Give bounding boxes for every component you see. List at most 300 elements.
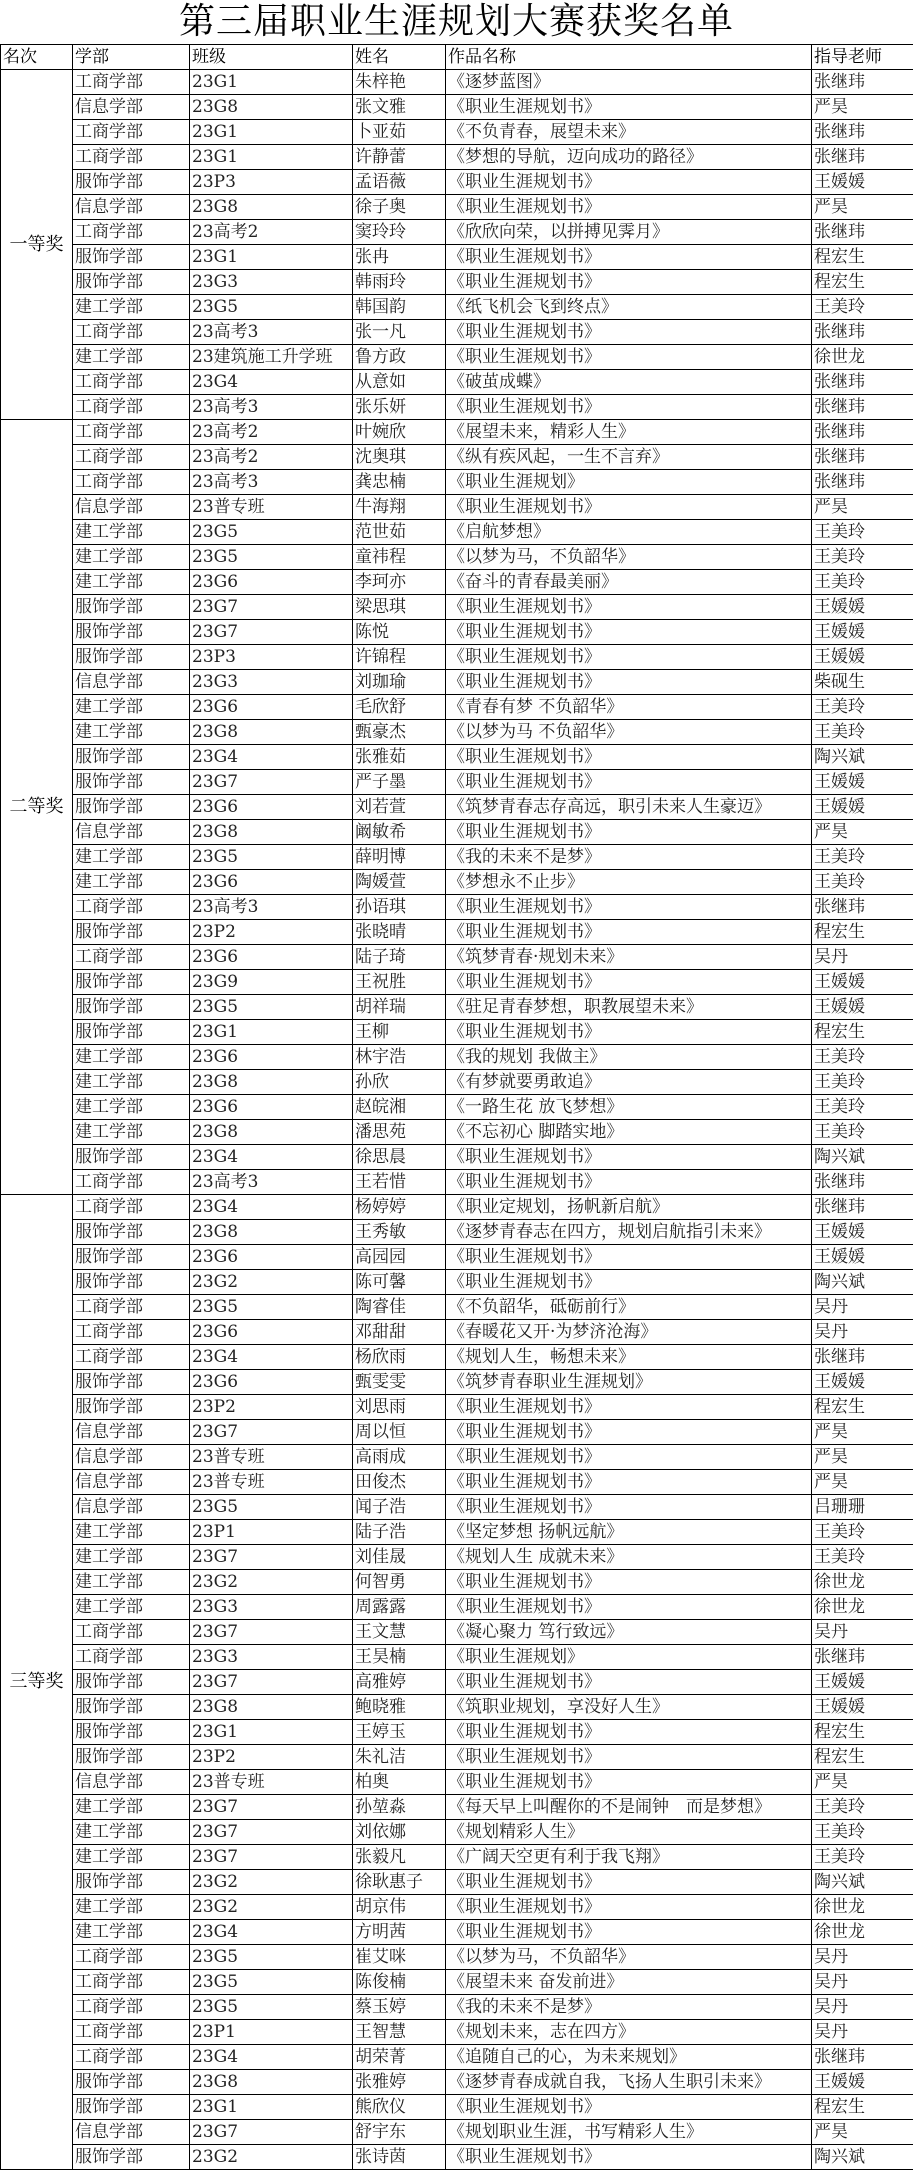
- student-name-cell: 王智慧: [353, 2020, 446, 2045]
- table-row: [1, 1895, 913, 1920]
- class-cell: 23G6: [190, 1370, 353, 1395]
- header-department: 学部: [73, 45, 190, 70]
- advisor-cell: 徐世龙: [812, 345, 913, 370]
- work-title-cell: 《职业生涯规划书》: [446, 1570, 812, 1595]
- work-title-cell: 《职业生涯规划书》: [446, 195, 812, 220]
- table-row: [1, 720, 913, 745]
- advisor-cell: 陶兴斌: [812, 1270, 913, 1295]
- table-row: [1, 295, 913, 320]
- class-cell: 23G2: [190, 1270, 353, 1295]
- class-cell: 23G1: [190, 120, 353, 145]
- work-title-cell: 《驻足青春梦想，职教展望未来》: [446, 995, 812, 1020]
- table-row: [1, 95, 913, 120]
- student-name-cell: 胡荣菁: [353, 2045, 446, 2070]
- table-row: [1, 370, 913, 395]
- work-title-cell: 《职业生涯规划书》: [446, 95, 812, 120]
- class-cell: 23G5: [190, 1945, 353, 1970]
- work-title-cell: 《职业生涯规划书》: [446, 920, 812, 945]
- student-name-cell: 朱梓艳: [353, 70, 446, 95]
- student-name-cell: 张冉: [353, 245, 446, 270]
- department-cell: 建工学部: [73, 1120, 190, 1145]
- advisor-cell: 徐世龙: [812, 1895, 913, 1920]
- class-cell: 23G8: [190, 1695, 353, 1720]
- table-row: [1, 1445, 913, 1470]
- class-cell: 23G6: [190, 1045, 353, 1070]
- advisor-cell: 王美玲: [812, 1070, 913, 1095]
- table-row: [1, 970, 913, 995]
- table-row: [1, 2045, 913, 2070]
- table-row: [1, 1745, 913, 1770]
- table-row: [1, 145, 913, 170]
- student-name-cell: 孙堃淼: [353, 1795, 446, 1820]
- advisor-cell: 严昊: [812, 1470, 913, 1495]
- class-cell: 23高考2: [190, 220, 353, 245]
- work-title-cell: 《梦想永不止步》: [446, 870, 812, 895]
- department-cell: 工商学部: [73, 370, 190, 395]
- class-cell: 23普专班: [190, 495, 353, 520]
- department-cell: 工商学部: [73, 395, 190, 420]
- work-title-cell: 《规划未来，志在四方》: [446, 2020, 812, 2045]
- advisor-cell: 王媛媛: [812, 645, 913, 670]
- header-rank: 名次: [1, 45, 73, 70]
- work-title-cell: 《一路生花 放飞梦想》: [446, 1095, 812, 1120]
- table-row: [1, 1145, 913, 1170]
- student-name-cell: 王秀敏: [353, 1220, 446, 1245]
- advisor-cell: 程宏生: [812, 920, 913, 945]
- department-cell: 服饰学部: [73, 270, 190, 295]
- table-row: [1, 320, 913, 345]
- student-name-cell: 高雅婷: [353, 1670, 446, 1695]
- table-row: [1, 1170, 913, 1195]
- advisor-cell: 王媛媛: [812, 2070, 913, 2095]
- work-title-cell: 《职业生涯规划书》: [446, 1170, 812, 1195]
- work-title-cell: 《职业生涯规划书》: [446, 1470, 812, 1495]
- work-title-cell: 《职业生涯规划书》: [446, 1595, 812, 1620]
- student-name-cell: 张毅凡: [353, 1845, 446, 1870]
- student-name-cell: 许锦程: [353, 645, 446, 670]
- table-row: [1, 2120, 913, 2145]
- work-title-cell: 《我的规划 我做主》: [446, 1045, 812, 1070]
- class-cell: 23高考3: [190, 395, 353, 420]
- department-cell: 建工学部: [73, 570, 190, 595]
- department-cell: 工商学部: [73, 945, 190, 970]
- student-name-cell: 王昊楠: [353, 1645, 446, 1670]
- student-name-cell: 陈悦: [353, 620, 446, 645]
- work-title-cell: 《筑梦青春职业生涯规划》: [446, 1370, 812, 1395]
- table-row: [1, 1595, 913, 1620]
- department-cell: 建工学部: [73, 720, 190, 745]
- work-title-cell: 《职业生涯规划书》: [446, 1420, 812, 1445]
- class-cell: 23G4: [190, 1145, 353, 1170]
- table-row: [1, 920, 913, 945]
- advisor-cell: 王美玲: [812, 720, 913, 745]
- student-name-cell: 高园园: [353, 1245, 446, 1270]
- advisor-cell: 王美玲: [812, 1120, 913, 1145]
- department-cell: 服饰学部: [73, 770, 190, 795]
- advisor-cell: 陶兴斌: [812, 1870, 913, 1895]
- department-cell: 工商学部: [73, 1995, 190, 2020]
- student-name-cell: 龚忠楠: [353, 470, 446, 495]
- advisor-cell: 严昊: [812, 1770, 913, 1795]
- advisor-cell: 严昊: [812, 1420, 913, 1445]
- department-cell: 建工学部: [73, 1070, 190, 1095]
- work-title-cell: 《规划人生，畅想未来》: [446, 1345, 812, 1370]
- class-cell: 23P2: [190, 1745, 353, 1770]
- department-cell: 工商学部: [73, 2020, 190, 2045]
- table-row: [1, 270, 913, 295]
- student-name-cell: 许静蕾: [353, 145, 446, 170]
- work-title-cell: 《筑梦青春志存高远，职引未来人生豪迈》: [446, 795, 812, 820]
- department-cell: 建工学部: [73, 520, 190, 545]
- work-title-cell: 《逐梦青春志在四方，规划启航指引未来》: [446, 1220, 812, 1245]
- work-title-cell: 《奋斗的青春最美丽》: [446, 570, 812, 595]
- class-cell: 23G6: [190, 1320, 353, 1345]
- department-cell: 服饰学部: [73, 1270, 190, 1295]
- class-cell: 23高考2: [190, 420, 353, 445]
- student-name-cell: 潘思苑: [353, 1120, 446, 1145]
- student-name-cell: 王祝胜: [353, 970, 446, 995]
- table-row: [1, 820, 913, 845]
- advisor-cell: 徐世龙: [812, 1595, 913, 1620]
- advisor-cell: 张继玮: [812, 1195, 913, 1220]
- work-title-cell: 《职业生涯规划书》: [446, 1770, 812, 1795]
- advisor-cell: 张继玮: [812, 70, 913, 95]
- advisor-cell: 张继玮: [812, 445, 913, 470]
- table-row: [1, 170, 913, 195]
- advisor-cell: 张继玮: [812, 1645, 913, 1670]
- table-row: [1, 1345, 913, 1370]
- student-name-cell: 崔艾咪: [353, 1945, 446, 1970]
- class-cell: 23G4: [190, 1345, 353, 1370]
- table-row: [1, 670, 913, 695]
- department-cell: 服饰学部: [73, 1020, 190, 1045]
- table-row: [1, 1870, 913, 1895]
- class-cell: 23G5: [190, 520, 353, 545]
- advisor-cell: 程宏生: [812, 245, 913, 270]
- table-row: [1, 395, 913, 420]
- class-cell: 23G3: [190, 1595, 353, 1620]
- student-name-cell: 刘若萱: [353, 795, 446, 820]
- work-title-cell: 《职业定规划，扬帆新启航》: [446, 1195, 812, 1220]
- table-row: [1, 495, 913, 520]
- work-title-cell: 《展望未来，精彩人生》: [446, 420, 812, 445]
- advisor-cell: 程宏生: [812, 1745, 913, 1770]
- class-cell: 23G6: [190, 1245, 353, 1270]
- advisor-cell: 严昊: [812, 2120, 913, 2145]
- student-name-cell: 朱礼洁: [353, 1745, 446, 1770]
- department-cell: 服饰学部: [73, 170, 190, 195]
- student-name-cell: 张一凡: [353, 320, 446, 345]
- class-cell: 23G1: [190, 1720, 353, 1745]
- student-name-cell: 叶婉欣: [353, 420, 446, 445]
- table-row: [1, 1495, 913, 1520]
- department-cell: 信息学部: [73, 495, 190, 520]
- department-cell: 信息学部: [73, 2120, 190, 2145]
- class-cell: 23普专班: [190, 1770, 353, 1795]
- department-cell: 工商学部: [73, 220, 190, 245]
- student-name-cell: 孟语薇: [353, 170, 446, 195]
- advisor-cell: 王媛媛: [812, 1670, 913, 1695]
- advisor-cell: 张继玮: [812, 320, 913, 345]
- advisor-cell: 吴丹: [812, 1620, 913, 1645]
- work-title-cell: 《广阔天空更有利于我飞翔》: [446, 1845, 812, 1870]
- department-cell: 建工学部: [73, 1595, 190, 1620]
- table-row: [1, 1220, 913, 1245]
- student-name-cell: 李珂亦: [353, 570, 446, 595]
- advisor-cell: 王美玲: [812, 1795, 913, 1820]
- table-row: [1, 570, 913, 595]
- class-cell: 23G1: [190, 1020, 353, 1045]
- award-rank-cell: 二等奖: [1, 420, 73, 1195]
- department-cell: 建工学部: [73, 1570, 190, 1595]
- advisor-cell: 吴丹: [812, 2020, 913, 2045]
- class-cell: 23G4: [190, 370, 353, 395]
- class-cell: 23G3: [190, 270, 353, 295]
- advisor-cell: 王媛媛: [812, 1245, 913, 1270]
- department-cell: 工商学部: [73, 470, 190, 495]
- table-row: [1, 470, 913, 495]
- table-row: [1, 745, 913, 770]
- table-row: [1, 795, 913, 820]
- student-name-cell: 陶媛萱: [353, 870, 446, 895]
- table-row: [1, 70, 913, 95]
- advisor-cell: 王媛媛: [812, 970, 913, 995]
- student-name-cell: 张雅茹: [353, 745, 446, 770]
- department-cell: 工商学部: [73, 1320, 190, 1345]
- work-title-cell: 《职业生涯规划书》: [446, 745, 812, 770]
- work-title-cell: 《有梦就要勇敢追》: [446, 1070, 812, 1095]
- advisor-cell: 吴丹: [812, 1945, 913, 1970]
- work-title-cell: 《职业生涯规划书》: [446, 1445, 812, 1470]
- class-cell: 23G6: [190, 795, 353, 820]
- student-name-cell: 刘依娜: [353, 1820, 446, 1845]
- department-cell: 建工学部: [73, 1045, 190, 1070]
- student-name-cell: 梁思琪: [353, 595, 446, 620]
- advisor-cell: 王媛媛: [812, 595, 913, 620]
- department-cell: 服饰学部: [73, 1670, 190, 1695]
- class-cell: 23G4: [190, 2045, 353, 2070]
- class-cell: 23G8: [190, 2070, 353, 2095]
- table-row: [1, 245, 913, 270]
- class-cell: 23G8: [190, 820, 353, 845]
- student-name-cell: 韩雨玲: [353, 270, 446, 295]
- work-title-cell: 《不忘初心 脚踏实地》: [446, 1120, 812, 1145]
- student-name-cell: 徐子奥: [353, 195, 446, 220]
- advisor-cell: 王媛媛: [812, 795, 913, 820]
- student-name-cell: 林宇浩: [353, 1045, 446, 1070]
- advisor-cell: 王媛媛: [812, 170, 913, 195]
- class-cell: 23G1: [190, 245, 353, 270]
- work-title-cell: 《职业生涯规划书》: [446, 2145, 812, 2170]
- department-cell: 工商学部: [73, 2045, 190, 2070]
- advisor-cell: 张继玮: [812, 395, 913, 420]
- department-cell: 建工学部: [73, 870, 190, 895]
- work-title-cell: 《坚定梦想 扬帆远航》: [446, 1520, 812, 1545]
- student-name-cell: 田俊杰: [353, 1470, 446, 1495]
- work-title-cell: 《职业生涯规划书》: [446, 1020, 812, 1045]
- advisor-cell: 张继玮: [812, 1345, 913, 1370]
- work-title-cell: 《纵有疾风起，一生不言弃》: [446, 445, 812, 470]
- advisor-cell: 陶兴斌: [812, 1145, 913, 1170]
- department-cell: 建工学部: [73, 1795, 190, 1820]
- table-row: [1, 1295, 913, 1320]
- class-cell: 23P3: [190, 645, 353, 670]
- advisor-cell: 严昊: [812, 495, 913, 520]
- table-row: [1, 1045, 913, 1070]
- class-cell: 23G7: [190, 1670, 353, 1695]
- advisor-cell: 张继玮: [812, 2045, 913, 2070]
- class-cell: 23G9: [190, 970, 353, 995]
- student-name-cell: 王柳: [353, 1020, 446, 1045]
- department-cell: 服饰学部: [73, 995, 190, 1020]
- department-cell: 工商学部: [73, 1195, 190, 1220]
- class-cell: 23建筑施工升学班: [190, 345, 353, 370]
- work-title-cell: 《职业生涯规划书》: [446, 1270, 812, 1295]
- advisor-cell: 王媛媛: [812, 1695, 913, 1720]
- table-row: [1, 220, 913, 245]
- table-row: [1, 695, 913, 720]
- class-cell: 23G5: [190, 1970, 353, 1995]
- work-title-cell: 《职业生涯规划书》: [446, 1395, 812, 1420]
- department-cell: 服饰学部: [73, 245, 190, 270]
- department-cell: 服饰学部: [73, 920, 190, 945]
- department-cell: 服饰学部: [73, 1220, 190, 1245]
- class-cell: 23高考2: [190, 445, 353, 470]
- department-cell: 工商学部: [73, 420, 190, 445]
- table-row: [1, 1020, 913, 1045]
- advisor-cell: 王美玲: [812, 845, 913, 870]
- work-title-cell: 《规划精彩人生》: [446, 1820, 812, 1845]
- student-name-cell: 鲁方政: [353, 345, 446, 370]
- class-cell: 23G6: [190, 945, 353, 970]
- advisor-cell: 徐世龙: [812, 1920, 913, 1945]
- work-title-cell: 《以梦为马 不负韶华》: [446, 720, 812, 745]
- advisor-cell: 吴丹: [812, 945, 913, 970]
- class-cell: 23G5: [190, 295, 353, 320]
- header-name: 姓名: [353, 45, 446, 70]
- class-cell: 23G5: [190, 845, 353, 870]
- advisor-cell: 王美玲: [812, 1095, 913, 1120]
- department-cell: 工商学部: [73, 320, 190, 345]
- department-cell: 建工学部: [73, 545, 190, 570]
- department-cell: 服饰学部: [73, 795, 190, 820]
- class-cell: 23P1: [190, 2020, 353, 2045]
- header-class: 班级: [190, 45, 353, 70]
- work-title-cell: 《职业生涯规划书》: [446, 1895, 812, 1920]
- table-row: [1, 1670, 913, 1695]
- table-header-row: [1, 45, 913, 70]
- student-name-cell: 刘佳晟: [353, 1545, 446, 1570]
- work-title-cell: 《破茧成蝶》: [446, 370, 812, 395]
- student-name-cell: 孙语琪: [353, 895, 446, 920]
- department-cell: 服饰学部: [73, 1745, 190, 1770]
- work-title-cell: 《春暖花又开·为梦济沧海》: [446, 1320, 812, 1345]
- table-row: [1, 1520, 913, 1545]
- class-cell: 23G1: [190, 2095, 353, 2120]
- advisor-cell: 王媛媛: [812, 1370, 913, 1395]
- award-rank-cell: 一等奖: [1, 70, 73, 420]
- department-cell: 服饰学部: [73, 1145, 190, 1170]
- class-cell: 23P1: [190, 1520, 353, 1545]
- department-cell: 建工学部: [73, 1895, 190, 1920]
- student-name-cell: 舒宇东: [353, 2120, 446, 2145]
- student-name-cell: 胡京伟: [353, 1895, 446, 1920]
- table-row: [1, 1470, 913, 1495]
- class-cell: 23G5: [190, 545, 353, 570]
- page-title: 第三届职业生涯规划大赛获奖名单: [178, 1, 734, 42]
- work-title-cell: 《职业生涯规划书》: [446, 770, 812, 795]
- advisor-cell: 严昊: [812, 95, 913, 120]
- class-cell: 23G5: [190, 1295, 353, 1320]
- advisor-cell: 张继玮: [812, 220, 913, 245]
- student-name-cell: 杨婷婷: [353, 1195, 446, 1220]
- student-name-cell: 陆子浩: [353, 1520, 446, 1545]
- advisor-cell: 严昊: [812, 195, 913, 220]
- class-cell: 23G8: [190, 195, 353, 220]
- class-cell: 23G7: [190, 1420, 353, 1445]
- department-cell: 建工学部: [73, 295, 190, 320]
- student-name-cell: 毛欣舒: [353, 695, 446, 720]
- department-cell: 建工学部: [73, 695, 190, 720]
- award-rank-cell: 三等奖: [1, 1195, 73, 2170]
- work-title-cell: 《职业生涯规划书》: [446, 1495, 812, 1520]
- class-cell: 23G4: [190, 745, 353, 770]
- class-cell: 23G7: [190, 620, 353, 645]
- advisor-cell: 王媛媛: [812, 620, 913, 645]
- table-row: [1, 1645, 913, 1670]
- student-name-cell: 王文慧: [353, 1620, 446, 1645]
- student-name-cell: 陈俊楠: [353, 1970, 446, 1995]
- student-name-cell: 牛海翔: [353, 495, 446, 520]
- advisor-cell: 吕珊珊: [812, 1495, 913, 1520]
- advisor-cell: 柴砚生: [812, 670, 913, 695]
- advisor-cell: 王媛媛: [812, 995, 913, 1020]
- table-row: [1, 870, 913, 895]
- table-row: [1, 1570, 913, 1595]
- student-name-cell: 张文雅: [353, 95, 446, 120]
- department-cell: 工商学部: [73, 1645, 190, 1670]
- work-title-cell: 《职业生涯规划书》: [446, 320, 812, 345]
- student-name-cell: 胡祥瑞: [353, 995, 446, 1020]
- class-cell: 23G3: [190, 670, 353, 695]
- advisor-cell: 张继玮: [812, 120, 913, 145]
- class-cell: 23G7: [190, 2120, 353, 2145]
- advisor-cell: 王美玲: [812, 295, 913, 320]
- table-row: [1, 1920, 913, 1945]
- department-cell: 服饰学部: [73, 970, 190, 995]
- department-cell: 服饰学部: [73, 1370, 190, 1395]
- department-cell: 服饰学部: [73, 2095, 190, 2120]
- advisor-cell: 程宏生: [812, 1720, 913, 1745]
- class-cell: 23G7: [190, 1820, 353, 1845]
- student-name-cell: 童祎程: [353, 545, 446, 570]
- student-name-cell: 范世茹: [353, 520, 446, 545]
- student-name-cell: 陈可馨: [353, 1270, 446, 1295]
- student-name-cell: 张诗茵: [353, 2145, 446, 2170]
- work-title-cell: 《逐梦青春成就自我，飞扬人生职引未来》: [446, 2070, 812, 2095]
- table-row: [1, 1395, 913, 1420]
- class-cell: 23P2: [190, 920, 353, 945]
- student-name-cell: 熊欣仪: [353, 2095, 446, 2120]
- table-row: [1, 195, 913, 220]
- table-row: [1, 2095, 913, 2120]
- class-cell: 23G8: [190, 1120, 353, 1145]
- work-title-cell: 《追随自己的心，为未来规划》: [446, 2045, 812, 2070]
- table-row: [1, 1770, 913, 1795]
- student-name-cell: 卜亚茹: [353, 120, 446, 145]
- department-cell: 服饰学部: [73, 1870, 190, 1895]
- class-cell: 23G2: [190, 1570, 353, 1595]
